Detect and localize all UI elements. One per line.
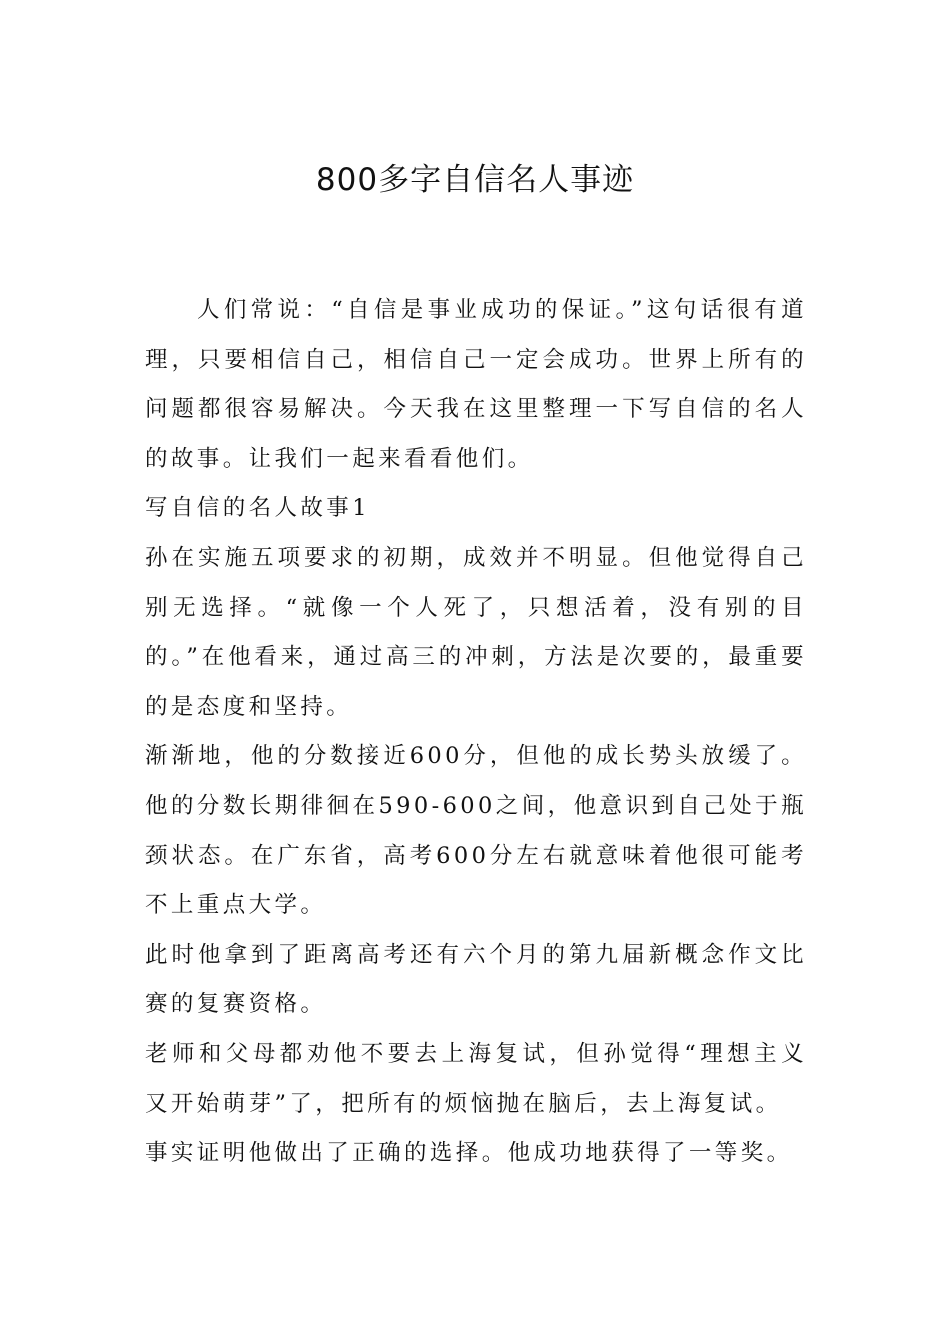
paragraph: 此时他拿到了距离高考还有六个月的第九届新概念作文比赛的复赛资格。 (145, 941, 807, 1018)
document-title: 800多字自信名人事迹 (315, 162, 635, 198)
paragraph-intro: 人们常说：“自信是事业成功的保证。”这句话很有道理，只要相信自己，相信自己一定会成功。世界上所有的问题都很容易解决。今天我在这里整理一下写自信的名人的故事。让我们一起来看看他们。 (145, 297, 807, 472)
paragraph: 事实证明他做出了正确的选择。他成功地获得了一等奖。 (145, 1140, 793, 1167)
paragraph: 渐渐地，他的分数接近600分，但他的成长势头放缓了。他的分数长期徘徊在590-600之间，他意识到自己处于瓶颈状态。在广东省，高考600分左右就意味着他很可能考不上重点大学。 (145, 743, 807, 919)
document-body (145, 286, 807, 1179)
paragraph: 老师和父母都劝他不要去上海复试，但孙觉得“理想主义又开始萌芽”了，把所有的烦恼抛在脑后，去上海复试。 (145, 1040, 807, 1117)
paragraph: 孙在实施五项要求的初期，成效并不明显。但他觉得自己别无选择。“就像一个人死了，只想活着，没有别的目的。”在他看来，通过高三的冲刺，方法是次要的，最重要的是态度和坚持。 (145, 544, 807, 720)
section-heading: 写自信的名人故事1 (145, 495, 370, 522)
